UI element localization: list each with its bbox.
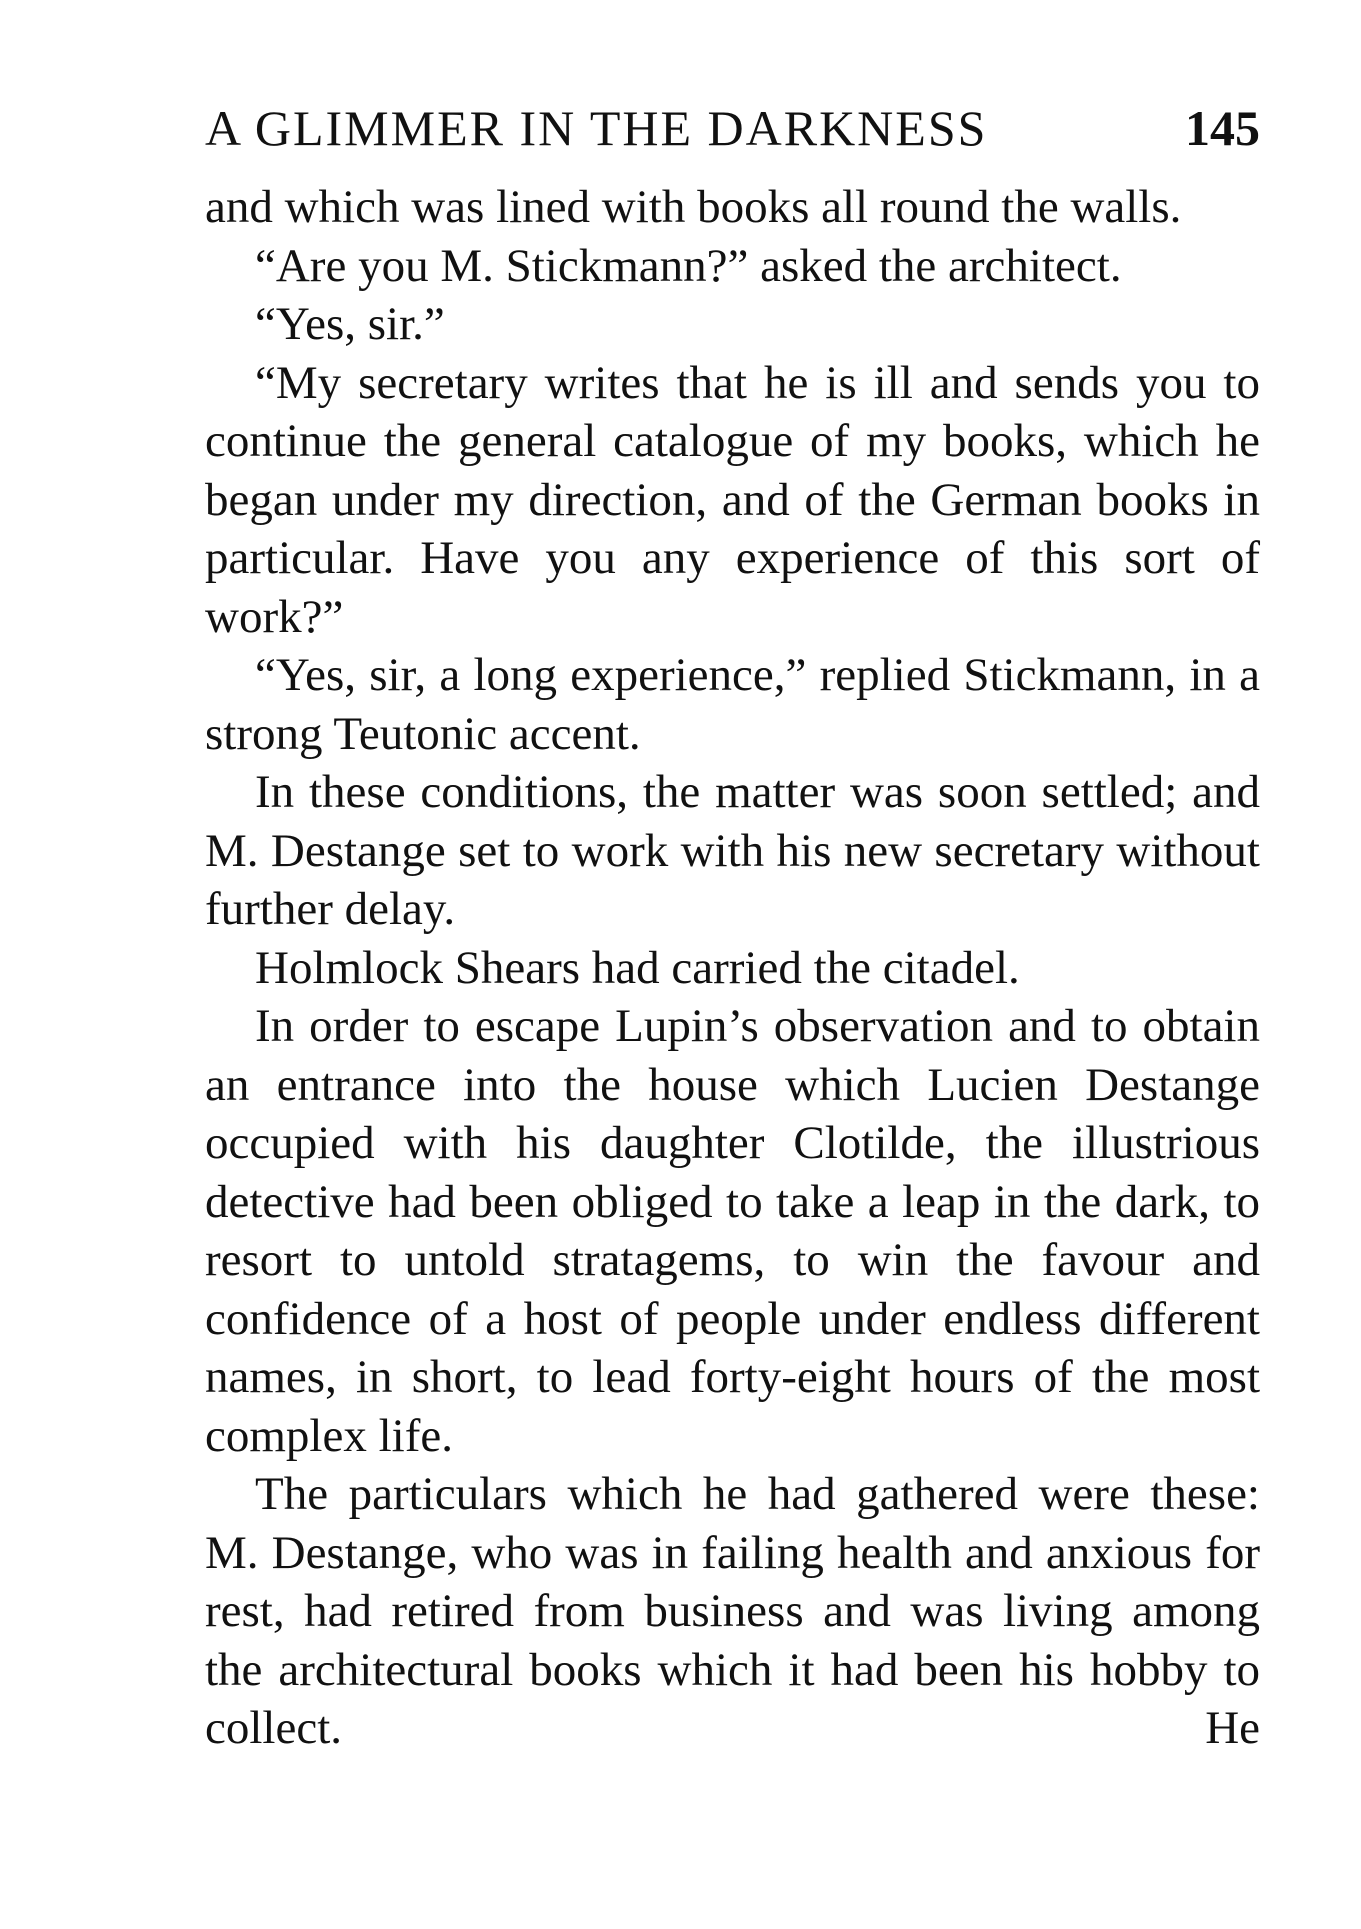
paragraph: “My secretary writes that he is ill and sends you to continue the general catalogue of my books, which he began under my direction, and of the German books in particular. Have you any experience of this sort of work?” xyxy=(205,356,1260,643)
paragraph: The particulars which he had gathered were these: M. Destange, who was in failing health and anxious for rest, had retired from business and was living among the architectural books which it had been his hobby to collect. He xyxy=(205,1468,1260,1754)
paragraph: In order to escape Lupin’s observation and to obtain an entrance into the house which Lucien Destange occupied with his daughter Clotilde, the illustrious detective had been obliged to take a leap in the dark, to resort to untold stratagems, to win the favour and confidence of a host of people under endless different names, in short, to lead forty-eight hours of the most complex life. xyxy=(205,1000,1260,1462)
page-number: 145 xyxy=(1185,100,1260,156)
book-page xyxy=(205,98,1260,1858)
body-text xyxy=(205,178,1260,1758)
paragraph: and which was lined with books all round the walls. xyxy=(205,181,1182,233)
paragraph: “Yes, sir.” xyxy=(255,298,445,350)
chapter-title: A GLIMMER IN THE DARKNESS xyxy=(205,100,988,156)
paragraph: “Are you M. Stickmann?” asked the architect. xyxy=(255,239,1122,292)
paragraph: “Yes, sir, a long experience,” replied Stickmann, in a strong Teutonic accent. xyxy=(205,649,1260,760)
paragraph: In these conditions, the matter was soon settled; and M. Destange set to work with his new secretary without further delay. xyxy=(205,766,1260,935)
running-head xyxy=(205,98,1260,158)
paragraph: Holmlock Shears had carried the citadel. xyxy=(255,941,1020,994)
